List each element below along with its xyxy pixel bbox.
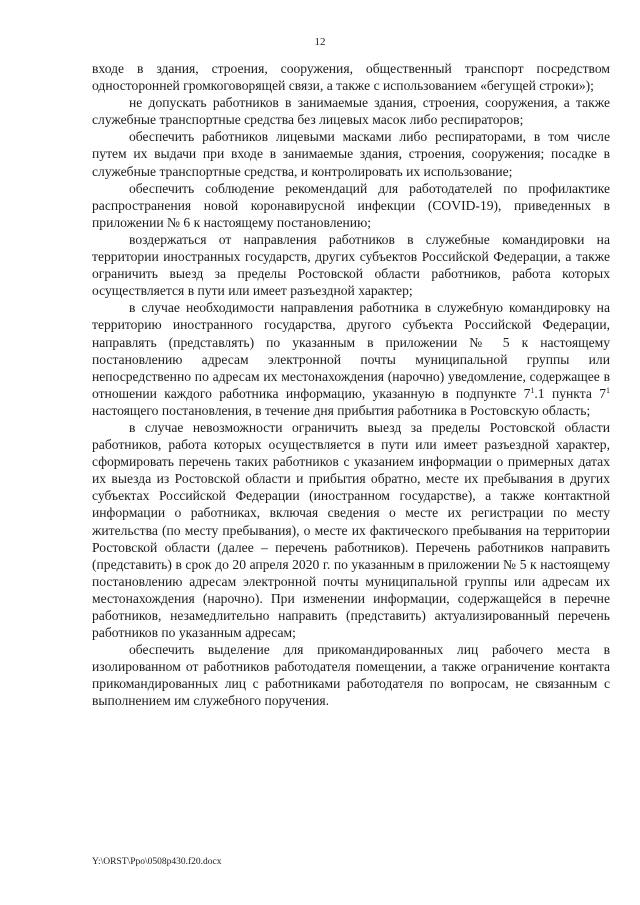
superscript-marker: 1 xyxy=(606,385,611,395)
page-number: 12 xyxy=(314,36,326,48)
paragraph: не допускать работников в занимаемые здания, строения, сооружения, а также служебные транспортные средства без лицевых масок либо респираторов; xyxy=(92,95,610,128)
paragraph: в случае невозможности ограничить выезд за пределы Ростовской области работников, работа которых осуществляется в пути или имеет разъездной характер, сформировать перечень таких работников с указанием информации о примерных датах их выезда из Ростовской области и прибытия обратно, месте их пребывания в других субъектах Российской Федерации (иностранном государстве), а также контактной информации о работниках, включая сведения о месте их регистрации по месту жительства (по месту пребывания), о месте их фактического пребывания на территории Ростовской области (далее – перечень работников). Перечень работников направить (представить) в срок до 20 апреля 2020 г. по указанным в приложении № 5 к настоящему постановлению адресам электронной почты муниципальной группы или адресам их местонахождения (нарочно). При изменении информации, содержащейся в перечне работников, незамедлительно направить (представить) актуализированный перечень работников по указанным адресам; xyxy=(92,419,610,641)
footer-file-path: Y:\ORST\Ppo\0508p430.f20.docx xyxy=(92,857,222,867)
paragraph: в случае необходимости направления работника в служебную командировку на территорию иностранного государства, другого субъекта Российской Федерации, направлять (представлять) по указанным в приложении № 5 к настоящему постановлению адресам электронной почты муниципальной группы или непосредственно по адресам их местонахождения (нарочно) уведомление, содержащее в отношении каждого работника информацию, указанную в подпункте $7^1.1$ пункта $7^1$ настоящего постановления, в течение дня прибытия работника в Ростовскую область; xyxy=(92,300,611,418)
paragraph: входе в здания, строения, сооружения, общественный транспорт посредством односторонней громкоговорящей связи, а также с использованием «бегущей строки»); xyxy=(92,61,610,94)
paragraph: обеспечить выделение для прикомандированных лиц рабочего места в изолированном от работников работодателя помещении, а также ограничение контакта прикомандированных лиц с работниками работодателя по вопросам, не связанным с выполнением им служебного поручения. xyxy=(92,642,610,709)
paragraph: воздержаться от направления работников в служебные командировки на территории иностранных государств, других субъектов Российской Федерации, а также ограничить выезд за пределы Ростовской области работников, работа которых осуществляется в пути или имеет разъездной характер; xyxy=(92,231,610,299)
paragraph: обеспечить работников лицевыми масками либо респираторами, в том числе путем их выдачи при входе в занимаемые здания, строения, сооружения; посадке в служебные транспортные средства, и контролировать их использование; xyxy=(92,129,610,179)
paragraph: обеспечить соблюдение рекомендаций для работодателей по профилактике распространения новой коронавирусной инфекции (COVID-19), приведенных в приложении № 6 к настоящему постановлению; xyxy=(92,180,610,230)
document-body xyxy=(92,60,610,710)
superscript-marker: 1 xyxy=(530,385,535,395)
